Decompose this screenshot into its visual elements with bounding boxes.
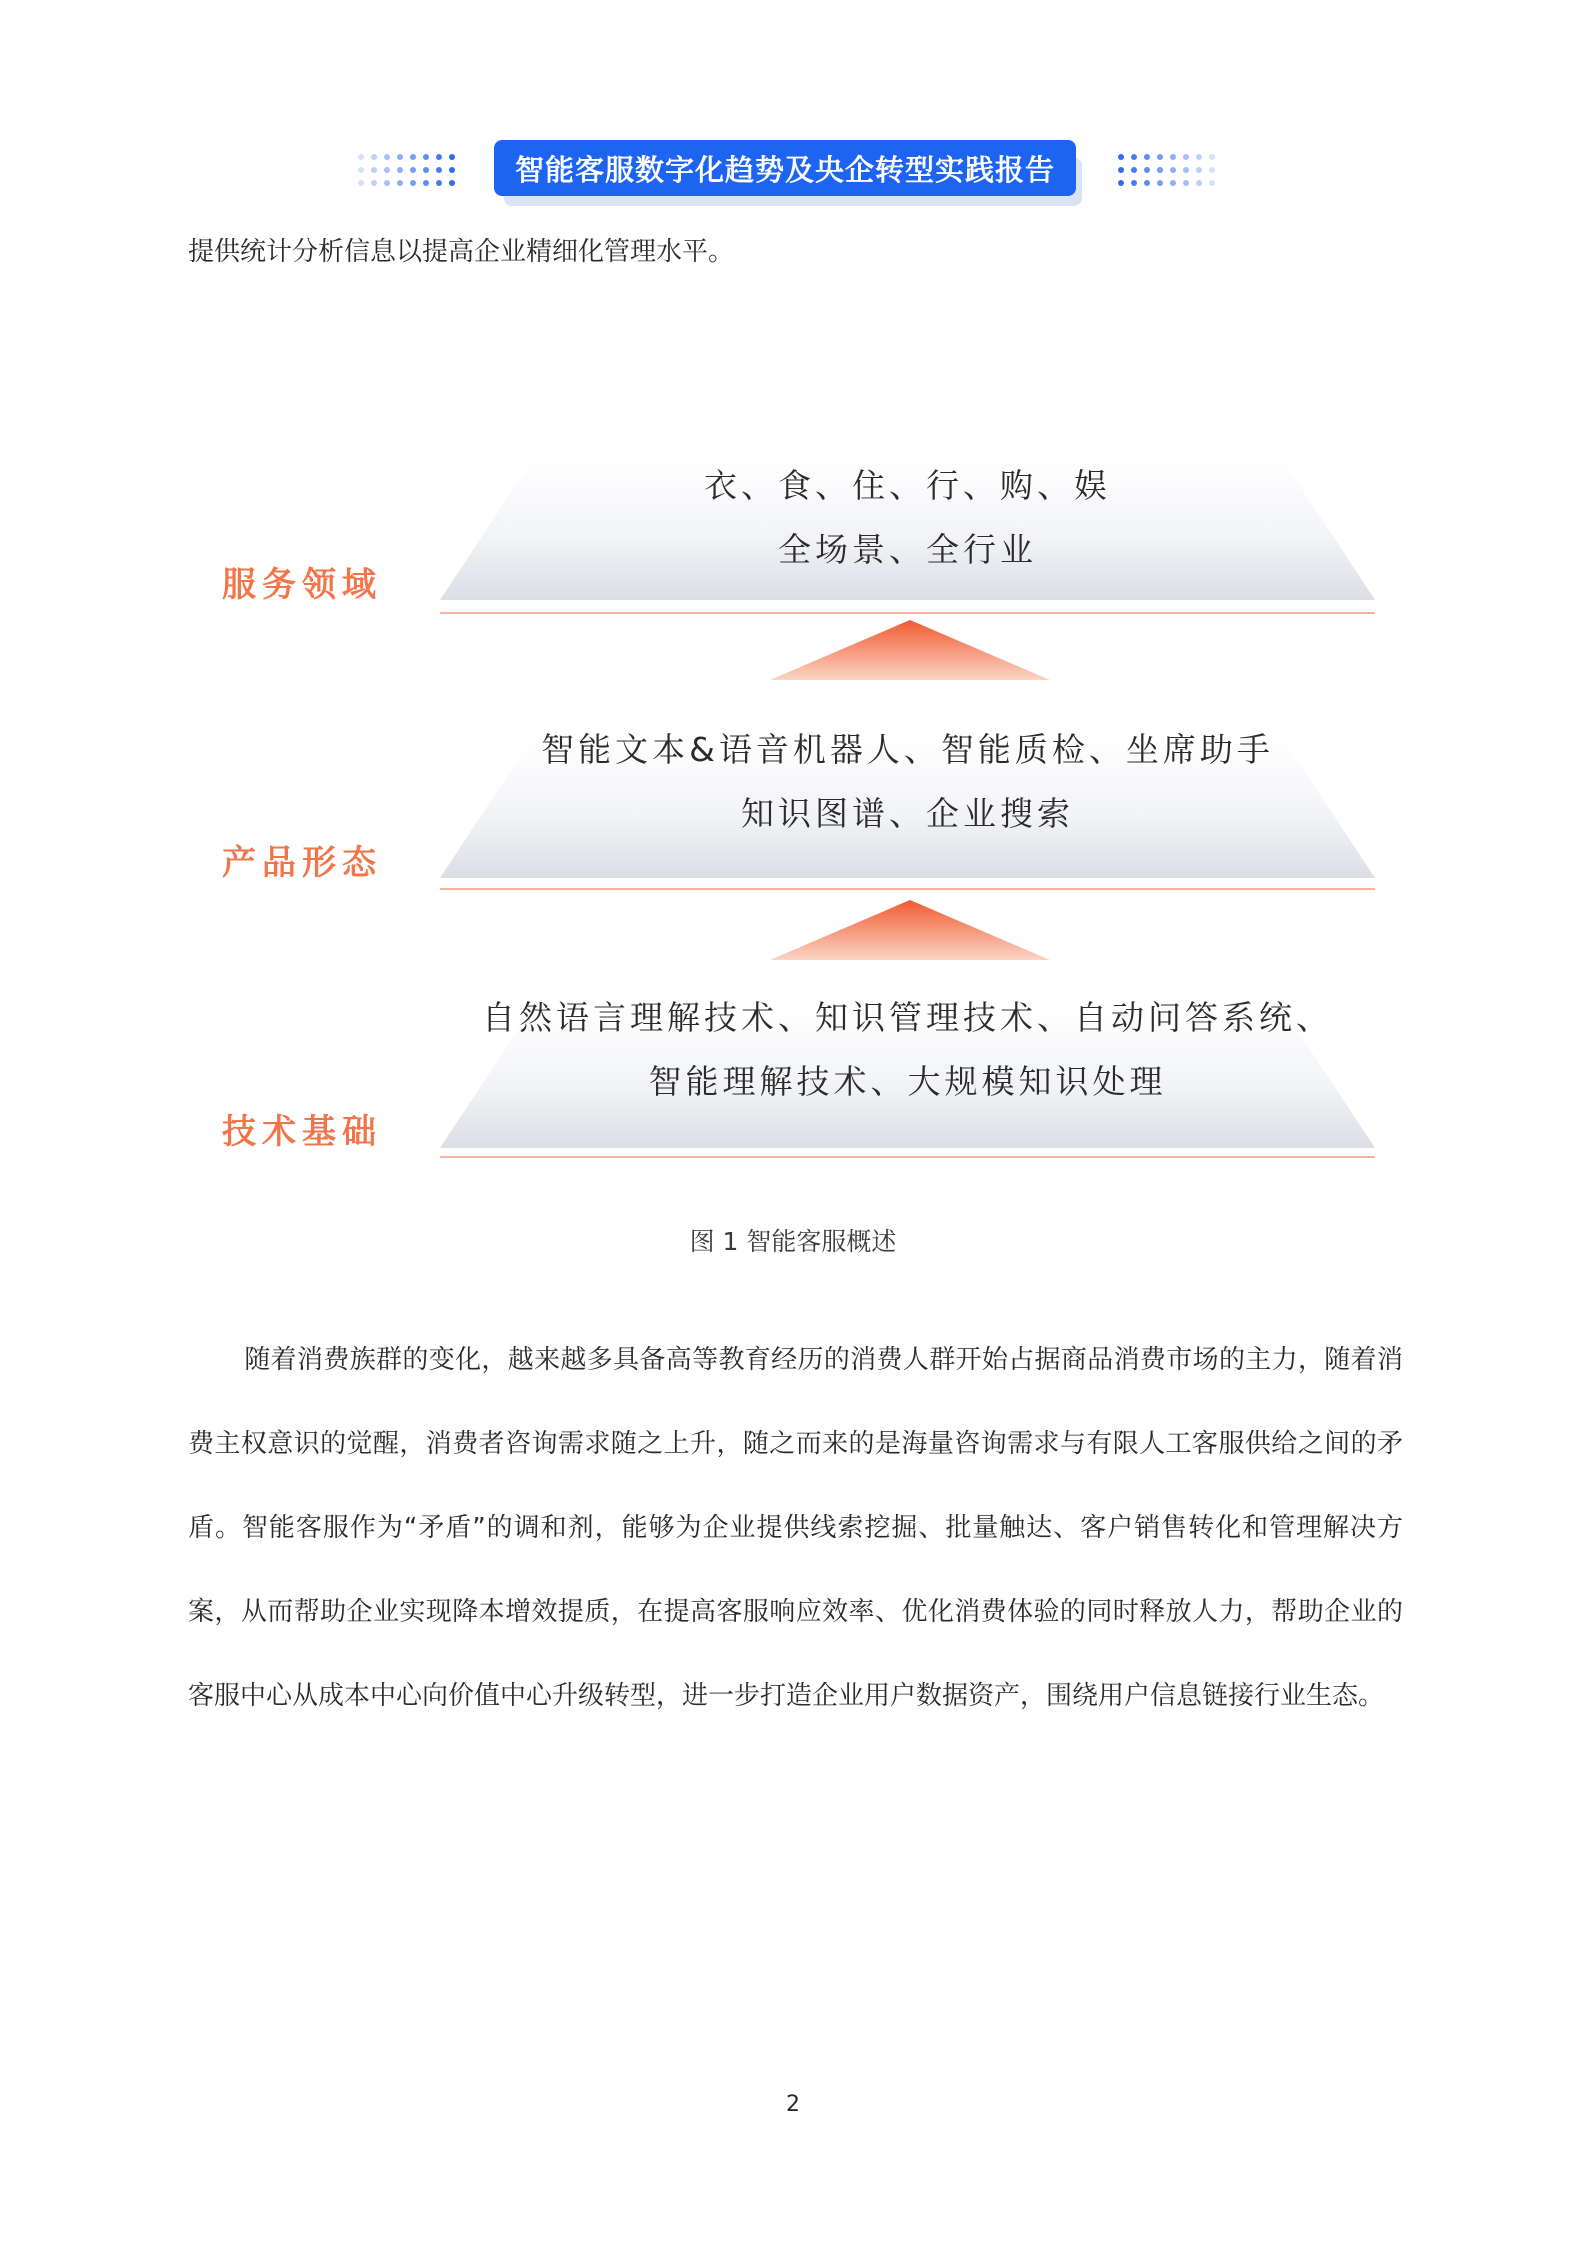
dot [1183, 167, 1189, 173]
dot [1209, 180, 1215, 186]
dot [1196, 154, 1202, 160]
tier-service-line1: 衣、食、住、行、购、娱 [704, 466, 1111, 505]
tier-divider-line [440, 612, 1375, 614]
dot [449, 167, 455, 173]
dot [371, 154, 377, 160]
page-number: 2 [786, 2092, 800, 2117]
intro-text: 提供统计分析信息以提高企业精细化管理水平。 [188, 237, 735, 267]
up-arrow-icon [770, 618, 1050, 680]
tier-divider-line [440, 888, 1375, 890]
figure-caption: 图 1 智能客服概述 [689, 1227, 897, 1256]
dot [436, 167, 442, 173]
report-title-banner [494, 140, 1076, 196]
tier-tech-label: 技术基础 [222, 1112, 382, 1152]
dot [1118, 180, 1124, 186]
tier-product-line2: 知识图谱、企业搜索 [741, 794, 1074, 833]
tier-tech-line2: 智能理解技术、大规模知识处理 [648, 1062, 1167, 1101]
dot-pattern-right-icon [1118, 148, 1218, 196]
dot [423, 154, 429, 160]
dot [1144, 180, 1150, 186]
dot [436, 180, 442, 186]
dot [1157, 180, 1163, 186]
dot [1131, 167, 1137, 173]
dot [1131, 180, 1137, 186]
tier-service-line2: 全场景、全行业 [778, 530, 1037, 569]
tier-service-label: 服务领域 [222, 565, 382, 605]
dot [358, 180, 364, 186]
dot [410, 154, 416, 160]
dot [384, 180, 390, 186]
tier-product-label: 产品形态 [222, 843, 382, 883]
dot [358, 154, 364, 160]
dot [423, 180, 429, 186]
dot [1144, 167, 1150, 173]
dot [1118, 154, 1124, 160]
dot [1118, 167, 1124, 173]
dot [436, 154, 442, 160]
dot [423, 167, 429, 173]
dot [371, 167, 377, 173]
report-header [0, 140, 1586, 208]
tier-product-line1: 智能文本&语音机器人、智能质检、坐席助手 [541, 730, 1274, 769]
report-title: 智能客服数字化趋势及央企转型实践报告 [514, 152, 1055, 187]
dot [1183, 180, 1189, 186]
dot [1183, 154, 1189, 160]
dot [397, 167, 403, 173]
dot-pattern-left-icon [358, 148, 458, 196]
dot [1144, 154, 1150, 160]
dot [1170, 154, 1176, 160]
body-paragraph-text: 随着消费族群的变化，越来越多具备高等教育经历的消费人群开始占据商品消费市场的主力，随着消费主权意识的觉醒，消费者咨询需求随之上升，随之而来的是海量咨询需求与有限人工客服供给之间的矛盾。智能客服作为“矛盾”的调和剂，能够为企业提供线索挖掘、批量触达、客户销售转化和管理解决方案，从而帮助企业实现降本增效提质，在提高客服响应效率、优化消费体验的同时释放人力，帮助企业的客服中心从成本中心向价值中心升级转型，进一步打造企业用户数据资产，围绕用户信息链接行业生态。 [188, 1345, 1403, 1711]
dot [384, 167, 390, 173]
dot [1196, 167, 1202, 173]
dot [384, 154, 390, 160]
dot [1131, 154, 1137, 160]
dot [358, 167, 364, 173]
dot [1170, 180, 1176, 186]
dot [1209, 167, 1215, 173]
tier-divider-line [440, 1156, 1375, 1158]
dot [1196, 180, 1202, 186]
dot [1170, 167, 1176, 173]
dot [397, 154, 403, 160]
dot [397, 180, 403, 186]
dot [1157, 154, 1163, 160]
dot [449, 180, 455, 186]
dot [1157, 167, 1163, 173]
dot [449, 154, 455, 160]
dot [410, 180, 416, 186]
dot [410, 167, 416, 173]
dot [1209, 154, 1215, 160]
tier-tech-line1: 自然语言理解技术、知识管理技术、自动问答系统、 [482, 998, 1333, 1037]
body-paragraph [188, 1318, 1403, 1738]
up-arrow-icon [770, 898, 1050, 960]
dot [371, 180, 377, 186]
